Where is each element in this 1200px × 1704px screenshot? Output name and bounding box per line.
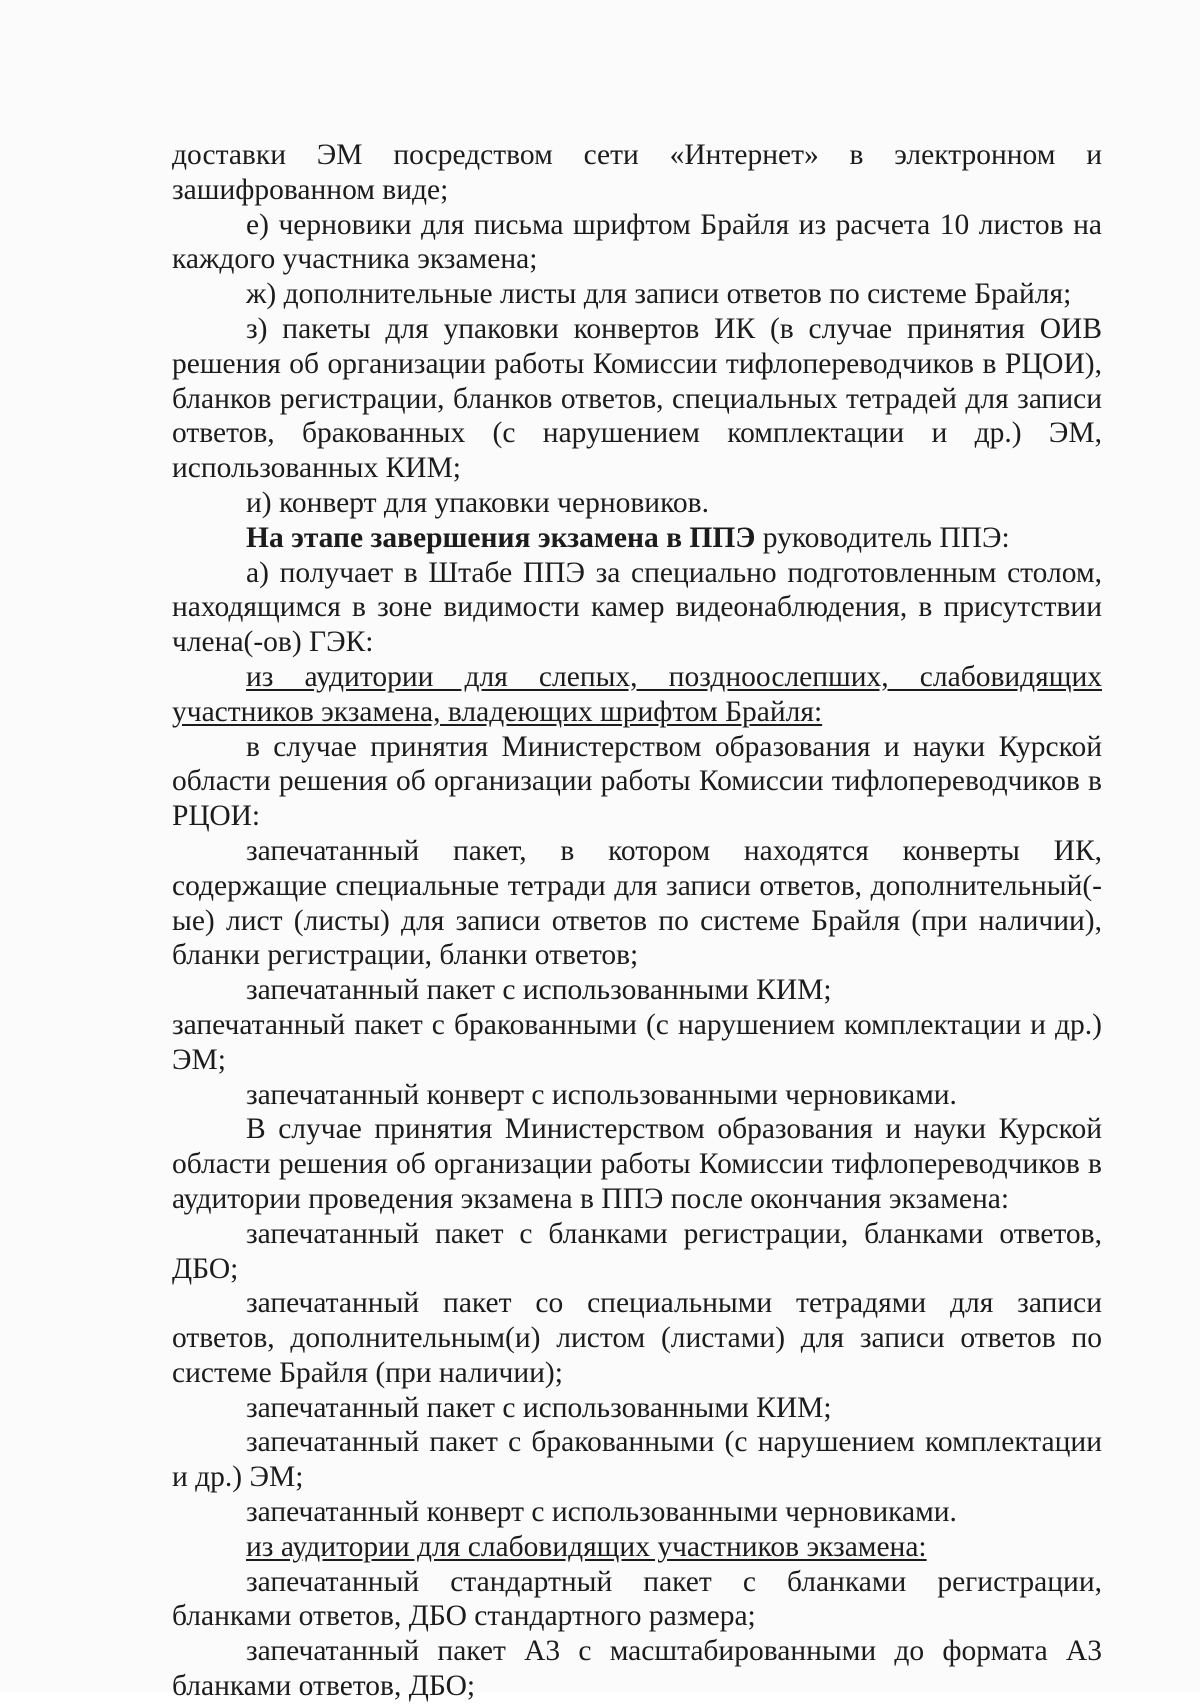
list-item-a: а) получает в Штабе ППЭ за специально подготовленным столом, находящимся в зоне видимости камер видеонаблюдения, в присутствии члена(-ов) ГЭК:: [172, 556, 1102, 659]
paragraph: запечатанный пакет с бракованными (с нарушением комплектации и др.) ЭМ;: [172, 1426, 1102, 1494]
document-body: [172, 138, 1102, 1704]
list-item-e: е) черновики для письма шрифтом Брайля из расчета 10 листов на каждого участника экзамена;: [172, 208, 1102, 276]
section-heading-rest: руководитель ППЭ:: [755, 521, 1010, 554]
list-item-i: и) конверт для упаковки черновиков.: [246, 486, 709, 519]
paragraph: в случае принятия Министерством образования и науки Курской области решения об организации работы Комиссии тифлопереводчиков в РЦОИ:: [172, 730, 1102, 833]
paragraph: доставки ЭМ посредством сети «Интернет» в электронном и зашифрованном виде;: [172, 139, 1102, 206]
subheading-braille-text: из аудитории для слепых, поздноослепших, слабовидящих участников экзамена, владеющих шрифтом Брайля:: [172, 660, 1102, 728]
subheading-low-vision-text: из аудитории для слабовидящих участников экзамена:: [246, 1530, 927, 1563]
paragraph: запечатанный пакет А3 с масштабированными до формата А3 бланками ответов, ДБО;: [172, 1635, 1102, 1703]
subheading-braille: [172, 660, 1102, 730]
paragraph: запечатанный пакет со специальными тетрадями для записи ответов, дополнительным(и) листом (листами) для записи ответов по системе Брайля (при наличии);: [172, 1287, 1102, 1389]
paragraph: запечатанный пакет с бракованными (с нарушением комплектации и др.) ЭМ;: [172, 1008, 1102, 1076]
paragraph: В случае принятия Министерством образования и науки Курской области решения об организации работы Комиссии тифлопереводчиков в аудитории проведения экзамена в ППЭ после окончания экзамена:: [172, 1113, 1102, 1215]
paragraph: запечатанный пакет с использованными КИМ;: [246, 1391, 832, 1424]
section-heading: [172, 521, 1102, 556]
list-item-z: з) пакеты для упаковки конвертов ИК (в случае принятия ОИВ решения об организации работы Комиссии тифлопереводчиков в РЦОИ), бланков регистрации, бланков ответов, специальных тетрадей для записи ответов, бракованных (с нарушением комплектации и др.) ЭМ, использованных КИМ;: [172, 312, 1102, 485]
subheading-low-vision: [172, 1530, 1102, 1565]
paragraph: запечатанный пакет с использованными КИМ;: [246, 974, 832, 1007]
section-heading-bold: На этапе завершения экзамена в ППЭ: [246, 521, 756, 554]
paragraph: запечатанный пакет, в котором находятся конверты ИК, содержащие специальные тетради для записи ответов, дополнительный(-ые) лист (листы) для записи ответов по системе Брайля (при наличии), бланки регистрации, бланки ответов;: [172, 834, 1102, 972]
list-item-zh: ж) дополнительные листы для записи ответов по системе Брайля;: [246, 278, 1072, 311]
paragraph: запечатанный конверт с использованными черновиками.: [246, 1078, 957, 1111]
paragraph: запечатанный пакет с бланками регистрации, бланками ответов, ДБО;: [172, 1217, 1102, 1285]
paragraph: запечатанный конверт с использованными черновиками.: [246, 1496, 957, 1529]
paragraph: запечатанный стандартный пакет с бланками регистрации, бланками ответов, ДБО стандартного размера;: [172, 1565, 1102, 1633]
